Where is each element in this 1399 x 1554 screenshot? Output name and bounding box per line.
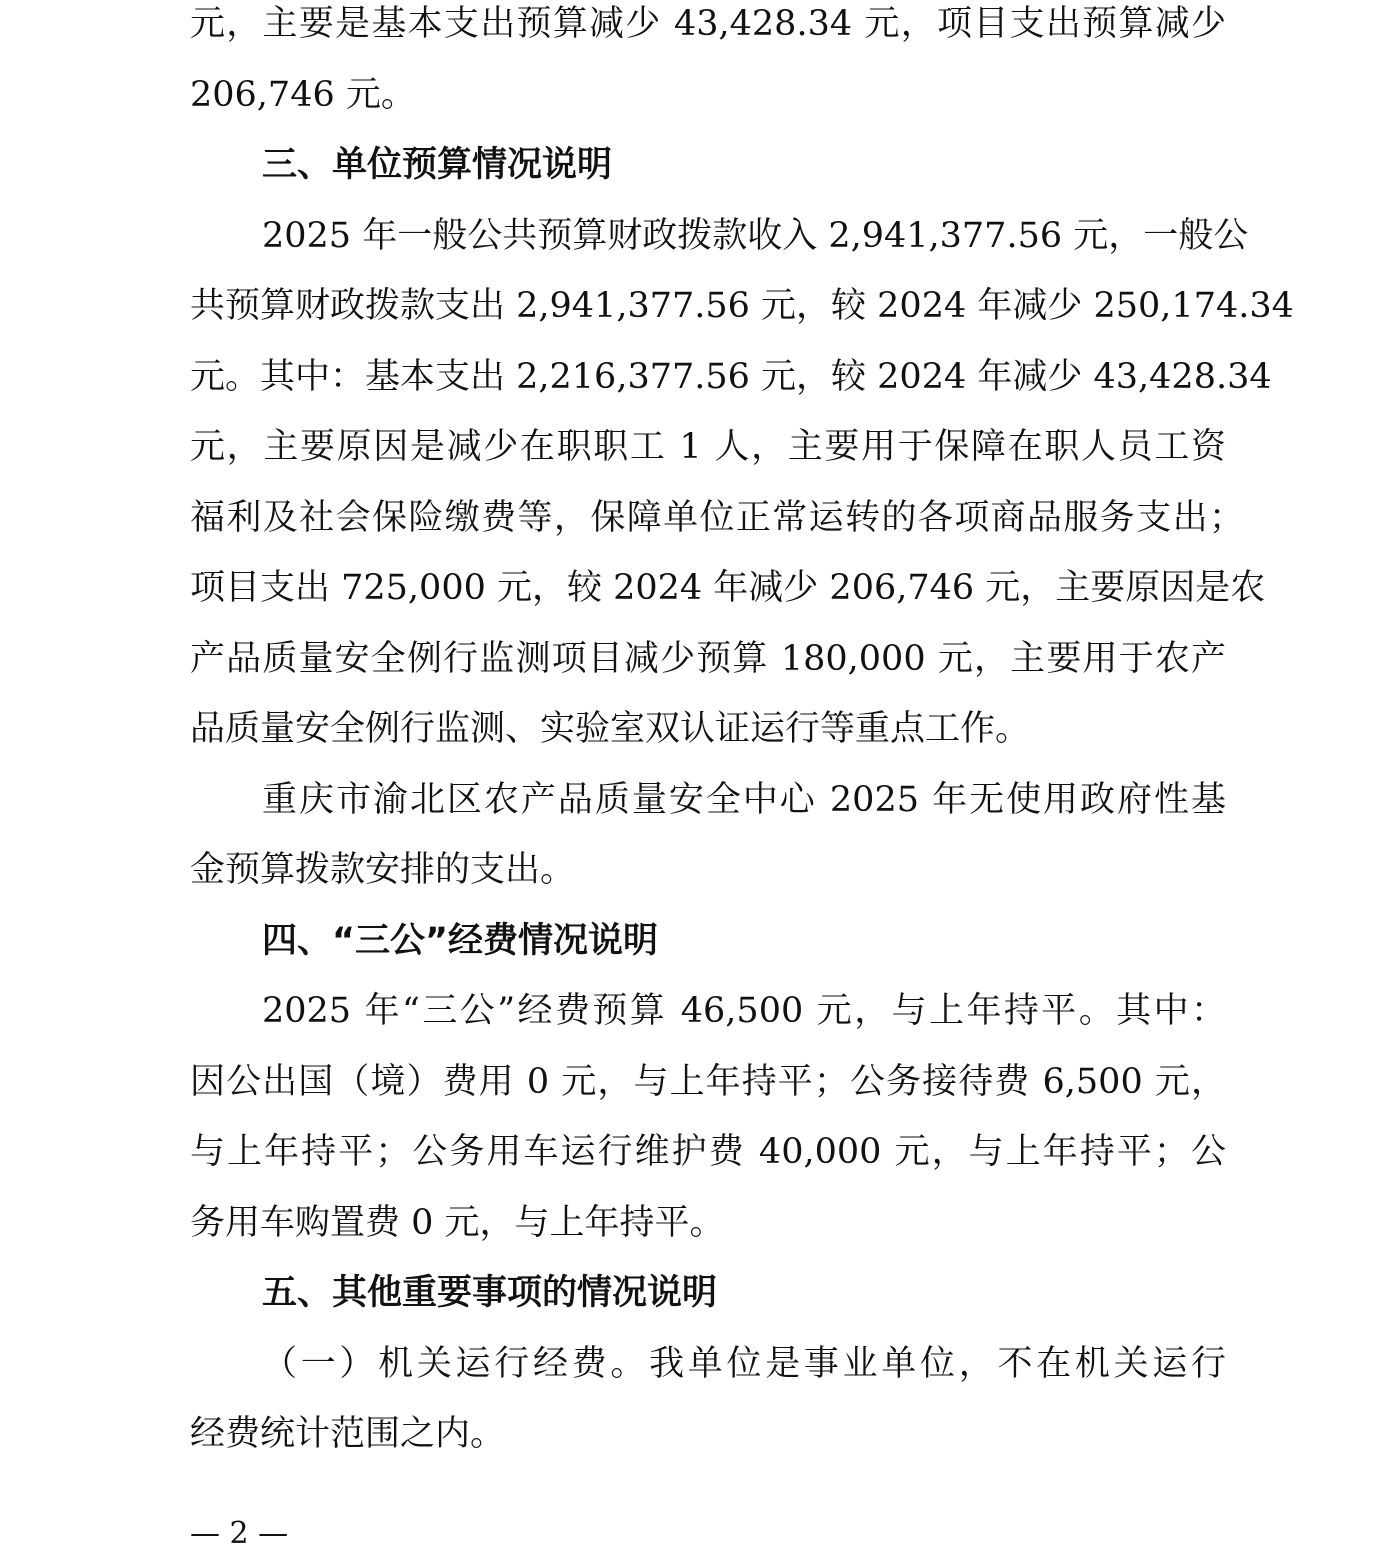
body-text-line: 金预算拨款安排的支出。 [190,850,576,890]
body-text-line: 经费统计范围之内。 [190,1414,506,1454]
body-text-line: 元。其中：基本支出 2,216,377.56 元，较 2024 年减少 43,428.34 [190,357,1272,397]
body-text-line: 与上年持平；公务用车运行维护费 40,000 元，与上年持平；公 [190,1132,1226,1172]
body-text-line: 因公出国（境）费用 0 元，与上年持平；公务接待费 6,500 元， [190,1062,1226,1102]
body-text-line: 品质量安全例行监测、实验室双认证运行等重点工作。 [190,709,1031,749]
body-text-line: 共预算财政拨款支出 2,941,377.56 元，较 2024 年减少 250,174.34 [190,286,1294,326]
body-text-line: 项目支出 725,000 元，较 2024 年减少 206,746 元，主要原因是农 [190,568,1266,608]
body-text-line: 重庆市渝北区农产品质量安全中心 2025 年无使用政府性基 [262,780,1226,820]
body-text-line: （一）机关运行经费。我单位是事业单位，不在机关运行 [262,1344,1226,1384]
body-text-line: 福利及社会保险缴费等，保障单位正常运转的各项商品服务支出； [190,498,1244,538]
body-text-line: 元，主要是基本支出预算减少 43,428.34 元，项目支出预算减少 [190,4,1226,44]
body-text-line: 产品质量安全例行监测项目减少预算 180,000 元，主要用于农产 [190,639,1226,679]
section-heading-5: 五、其他重要事项的情况说明 [262,1273,718,1313]
body-text-line: 206,746 元。 [190,75,416,115]
page-number: — 2 — [190,1516,289,1551]
body-text-line: 元，主要原因是减少在职职工 1 人，主要用于保障在职人员工资 [190,427,1226,467]
section-heading-3: 三、单位预算情况说明 [262,145,613,185]
body-text-line: 务用车购置费 0 元，与上年持平。 [190,1203,725,1243]
body-text-line: 2025 年一般公共预算财政拨款收入 2,941,377.56 元，一般公 [262,216,1249,256]
body-text-line: 2025 年“三公”经费预算 46,500 元，与上年持平。其中： [262,991,1226,1031]
section-heading-4: 四、“三公”经费情况说明 [262,921,659,961]
